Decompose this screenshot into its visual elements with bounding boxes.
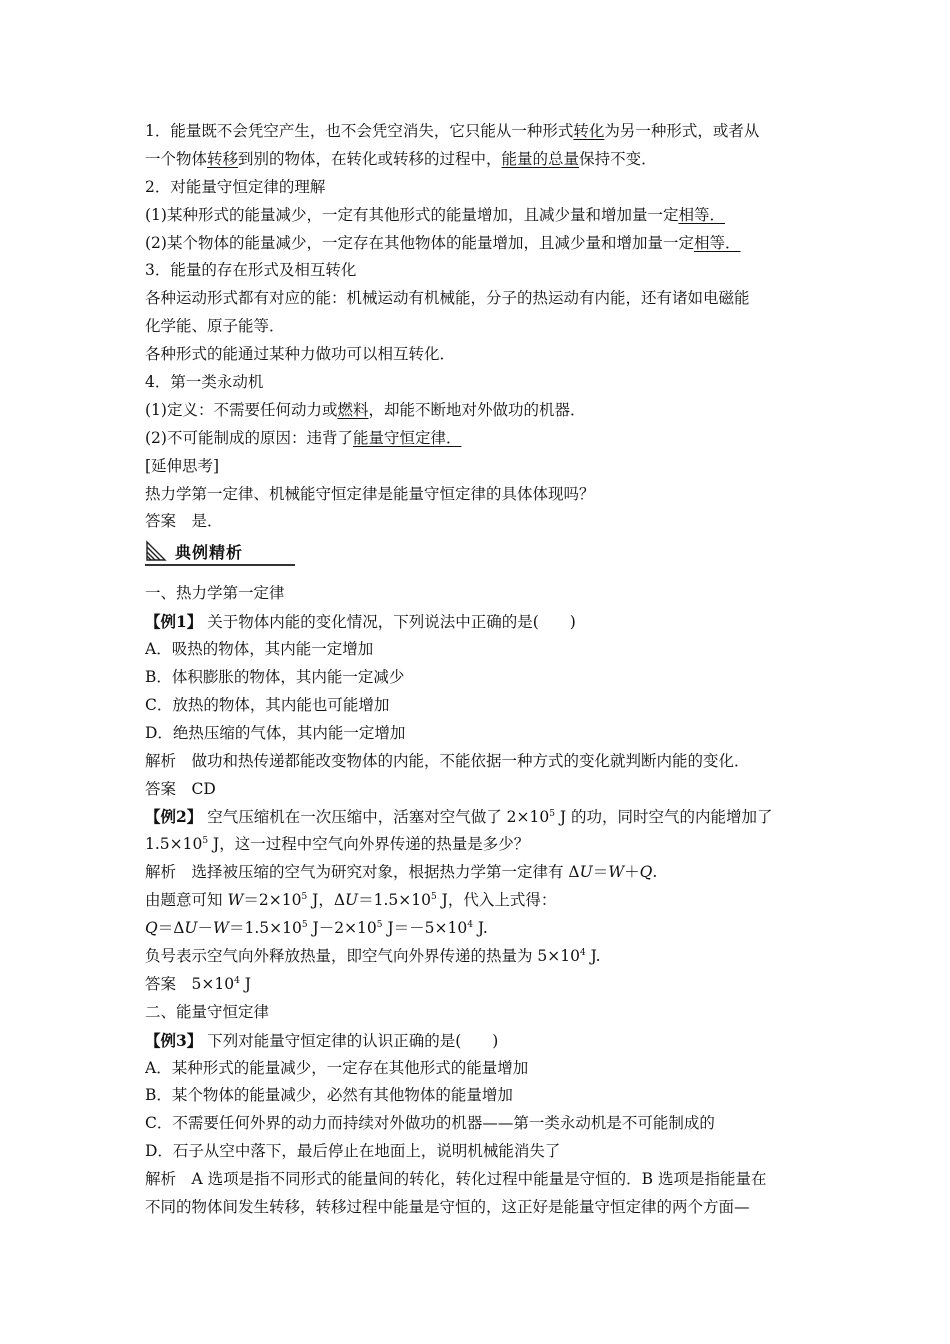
document-page (145, 118, 815, 1222)
text-line (145, 118, 815, 146)
underlined-term: 燃料 (337, 400, 369, 419)
var: Q (639, 863, 653, 882)
answer-line: 答案 CD (145, 779, 216, 798)
text: 由题意可知 (145, 891, 228, 910)
text: J，这一过程中空气向外界传递的热量是多少？ (208, 835, 530, 854)
underlined-term: 相等． (693, 233, 741, 252)
subheading: 一、热力学第一定律 (145, 584, 285, 603)
text: (2)某个物体的能量减少，一定存在其他物体的能量增加，且减少量和增加量一定 (145, 233, 694, 252)
exponent: 5 (549, 809, 555, 820)
option-c: C．放热的物体，其内能也可能增加 (145, 695, 390, 714)
section-banner (145, 536, 815, 566)
text: 空气压缩机在一次压缩中，活塞对空气做了 2×10 (202, 808, 550, 827)
text-line: 化学能、原子能等． (145, 317, 285, 336)
text: 下列对能量守恒定律的认识正确的是( ) (202, 1031, 499, 1050)
text: ＋ (624, 863, 640, 882)
example-question (145, 1027, 815, 1055)
example-tag: 【例1】 (145, 612, 203, 632)
solution-line (145, 887, 815, 915)
answer-line: 答案 是． (145, 512, 223, 531)
text-line (145, 425, 815, 453)
text-line (145, 202, 815, 230)
text: ＝1.5×10 (228, 919, 302, 938)
example-question (145, 608, 815, 636)
text: (2)不可能制成的原因：违背了 (145, 428, 353, 447)
subheading: 2．对能量守恒定律的理解 (145, 177, 326, 196)
text-line: 各种运动形式都有对应的能：机械运动有机械能，分子的热运动有内能，还有诸如电磁能 (145, 289, 750, 308)
var: W (608, 863, 625, 882)
exponent: 4 (467, 920, 473, 931)
text: J. (585, 946, 601, 965)
answer-line (145, 971, 815, 999)
text: J，Δ (307, 891, 346, 910)
text: ＝2×10 (243, 891, 302, 910)
var: U (579, 863, 593, 882)
var: W (213, 919, 229, 938)
text: ＝1.5×10 (358, 891, 431, 910)
exponent: 5 (430, 892, 437, 903)
exponent: 5 (376, 920, 383, 931)
text-line (145, 230, 815, 258)
text: 解析 选择被压缩的空气为研究对象，根据热力学第一定律有 Δ (145, 863, 580, 882)
var: W (227, 891, 244, 910)
solution-line (145, 859, 815, 887)
diagonal-stripes-icon (145, 540, 167, 562)
exponent: 4 (580, 947, 586, 958)
text: (1)定义：不需要任何动力或 (145, 400, 338, 419)
text: ＝Δ (157, 919, 185, 938)
option-a: A．某种形式的能量减少，一定存在其他形式的能量增加 (145, 1058, 529, 1077)
text: (1)某种形式的能量减少，一定有其他形式的能量增加，且减少量和增加量一定 (145, 205, 679, 224)
subheading: 二、能量守恒定律 (145, 1002, 270, 1021)
text: 一个物体 (145, 149, 208, 168)
underlined-term: 能量的总量 (501, 149, 580, 168)
text-line: 各种形式的能通过某种力做功可以相互转化． (145, 345, 456, 364)
text-line (145, 831, 815, 859)
spacer (145, 566, 815, 580)
text: 为另一种形式，或者从 (604, 122, 760, 140)
example-tag: 【例3】 (145, 1030, 203, 1050)
exponent: 5 (202, 836, 209, 847)
option-d: D．石子从空中落下，最后停止在地面上，说明机械能消失了 (145, 1142, 561, 1161)
text: J，代入上式得： (436, 891, 557, 910)
text-line (145, 146, 815, 174)
solution-line: 解析 做功和热传递都能改变物体的内能，不能依据一种方式的变化就判断内能的变化． (145, 751, 750, 770)
solution-line: 不同的物体间发生转移，转移过程中能量是守恒的，这正好是能量守恒定律的两个方面— (145, 1197, 750, 1216)
exponent: 5 (301, 920, 308, 931)
underlined-term: 转化 (573, 122, 605, 140)
text: 关于物体内能的变化情况，下列说法中正确的是( ) (202, 613, 576, 632)
solution-line (145, 915, 815, 943)
text: ，却能不断地对外做功的机器． (368, 400, 586, 419)
underlined-term: 能量守恒定律． (352, 428, 462, 447)
example-question (145, 803, 815, 831)
option-b: B．某个物体的能量减少，必然有其他物体的能量增加 (145, 1086, 513, 1105)
option-a: A．吸热的物体，其内能一定增加 (145, 640, 374, 659)
exponent: 4 (234, 975, 240, 986)
text: － (197, 919, 214, 938)
text: J＝－5×10 (382, 919, 468, 938)
text: J. (472, 919, 488, 938)
underlined-term: 转移 (207, 149, 239, 168)
solution-line: 解析 A 选项是指不同形式的能量间的转化，转化过程中能量是守恒的．B 选项是指能量在 (145, 1170, 767, 1189)
text-line: [延伸思考] (145, 456, 220, 475)
var: Q (145, 919, 158, 938)
subheading: 3．能量的存在形式及相互转化 (145, 261, 357, 280)
text: 保持不变． (579, 149, 657, 168)
solution-line (145, 943, 815, 971)
section-title: 典例精析 (175, 542, 244, 562)
text: . (652, 863, 658, 882)
var: U (184, 919, 198, 938)
option-b: B．体积膨胀的物体，其内能一定减少 (145, 668, 405, 687)
text: 答案 5×10 (145, 974, 235, 993)
text-line (145, 397, 815, 425)
var: U (345, 891, 359, 910)
text: 到别的物体，在转化或转移的过程中， (238, 149, 502, 168)
exponent: 5 (301, 892, 308, 903)
text: J－2×10 (307, 919, 377, 938)
text: 负号表示空气向外释放热量，即空气向外界传递的热量为 5×10 (145, 946, 581, 965)
subheading: 4．第一类永动机 (145, 373, 264, 392)
underlined-term: 相等． (678, 205, 725, 224)
example-tag: 【例2】 (145, 807, 203, 827)
text: 1.5×10 (145, 835, 203, 854)
option-d: D．绝热压缩的气体，其内能一定增加 (145, 723, 406, 742)
text: ＝ (592, 863, 609, 882)
text: J 的功，同时空气的内能增加了 (554, 808, 773, 827)
text-line: 热力学第一定律、机械能守恒定律是能量守恒定律的具体体现吗？ (145, 484, 595, 503)
text: 1．能量既不会凭空产生，也不会凭空消失，它只能从一种形式 (145, 122, 574, 140)
section-divider (145, 564, 295, 566)
text: J (239, 974, 251, 993)
option-c: C．不需要任何外界的动力而持续对外做功的机器——第一类永动机是不可能制成的 (145, 1114, 715, 1133)
